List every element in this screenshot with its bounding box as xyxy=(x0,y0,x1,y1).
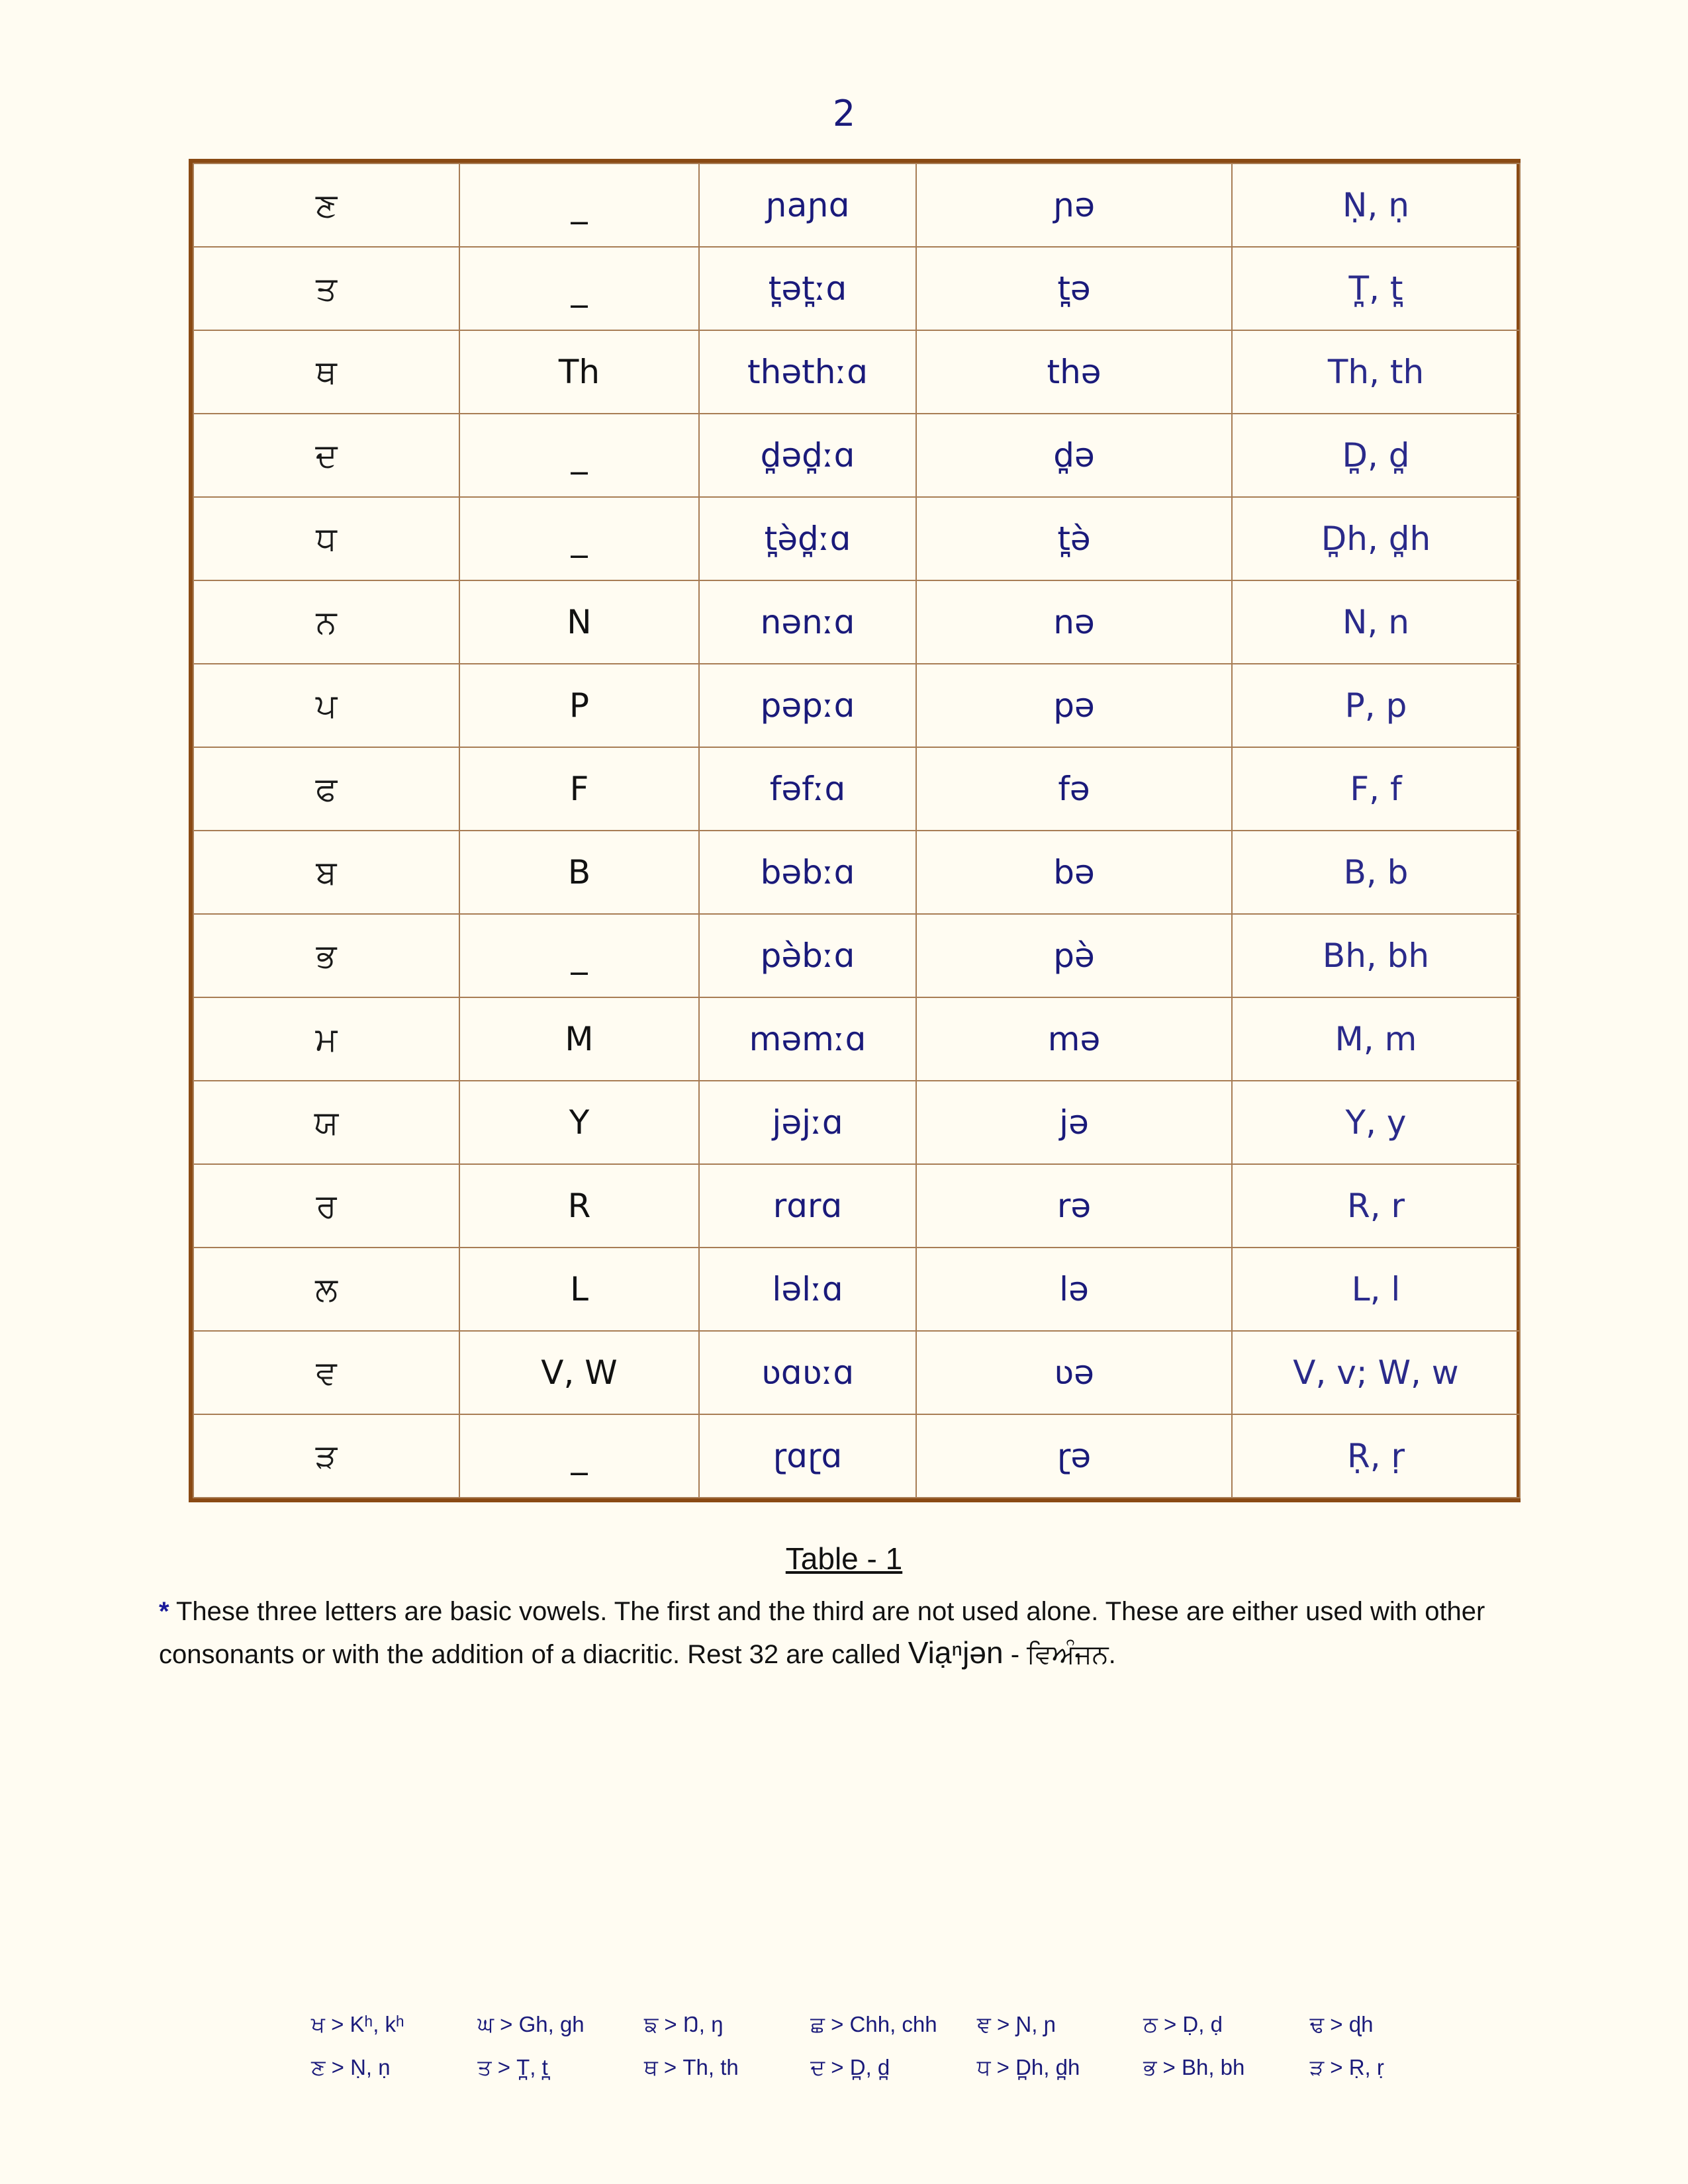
ipa-name-cell: t̪ət̪ːɑ xyxy=(699,247,916,330)
footer-legend-item: ਛ > Chh, chh xyxy=(810,2012,937,2036)
table-row xyxy=(193,1414,1520,1498)
gurmukhi-letter-cell: ਪ xyxy=(193,664,459,747)
english-equivalent-cell: R xyxy=(459,1164,699,1248)
romanization-cell: V, v; W, w xyxy=(1232,1331,1520,1414)
ipa-name-cell: ʋɑʋːɑ xyxy=(699,1331,916,1414)
table-row xyxy=(193,247,1520,330)
ipa-name-cell: ɽɑɽɑ xyxy=(699,1414,916,1498)
ipa-sound-cell: lə xyxy=(916,1248,1232,1331)
footer-legend-item: ਘ > Gh, gh xyxy=(477,2012,585,2036)
gurmukhi-letter-cell: ਵ xyxy=(193,1331,459,1414)
ipa-sound-cell: ɽə xyxy=(916,1414,1232,1498)
gurmukhi-letter-cell: ਭ xyxy=(193,914,459,997)
english-equivalent-cell: B xyxy=(459,831,699,914)
gurmukhi-letter-cell: ੜ xyxy=(193,1414,459,1498)
ipa-name-cell: pəpːɑ xyxy=(699,664,916,747)
footer-legend-item: ਧ > D̪h, d̪h xyxy=(976,2055,1080,2079)
gurmukhi-letter-cell: ਧ xyxy=(193,497,459,580)
romanization-cell: N, n xyxy=(1232,580,1520,664)
ipa-sound-cell: mə xyxy=(916,997,1232,1081)
footer-legend-item: ਖ > Kʰ, kʰ xyxy=(311,2012,404,2036)
table-row xyxy=(193,1248,1520,1331)
ipa-sound-cell: nə xyxy=(916,580,1232,664)
table-row xyxy=(193,580,1520,664)
gurmukhi-letter-cell: ਣ xyxy=(193,163,459,247)
english-equivalent-cell: N xyxy=(459,580,699,664)
table-row xyxy=(193,997,1520,1081)
ipa-name-cell: fəfːɑ xyxy=(699,747,916,831)
page-number: 2 xyxy=(832,93,856,134)
footer-legend-item: ੜ > Ṛ, ṛ xyxy=(1309,2055,1384,2079)
ipa-sound-cell: ɲə xyxy=(916,163,1232,247)
footnote-star: * xyxy=(159,1597,169,1626)
gurmukhi-letter-cell: ਤ xyxy=(193,247,459,330)
ipa-name-cell: d̪əd̪ːɑ xyxy=(699,414,916,497)
romanization-cell: T̪, t̪ xyxy=(1232,247,1520,330)
romanization-cell: D̪h, d̪h xyxy=(1232,497,1520,580)
footer-legend-item: ਢ > ɖh xyxy=(1309,2012,1374,2036)
english-equivalent-cell: _ xyxy=(459,497,699,580)
footer-legend-item: ਥ > Th, th xyxy=(643,2055,739,2079)
table-row xyxy=(193,1164,1520,1248)
footer-legend-item: ਙ > Ŋ, ŋ xyxy=(643,2012,724,2036)
ipa-sound-cell: fə xyxy=(916,747,1232,831)
footer-letter-legend xyxy=(311,2012,1476,2081)
ipa-sound-cell: pə̀ xyxy=(916,914,1232,997)
table-row xyxy=(193,831,1520,914)
romanization-cell: M, m xyxy=(1232,997,1520,1081)
table-row xyxy=(193,1331,1520,1414)
table-row xyxy=(193,664,1520,747)
ipa-sound-cell: pə xyxy=(916,664,1232,747)
english-equivalent-cell: L xyxy=(459,1248,699,1331)
ipa-name-cell: ɲaɲɑ xyxy=(699,163,916,247)
table-row xyxy=(193,163,1520,247)
ipa-name-cell: məmːɑ xyxy=(699,997,916,1081)
english-equivalent-cell: P xyxy=(459,664,699,747)
gurmukhi-letter-cell: ਬ xyxy=(193,831,459,914)
table-row xyxy=(193,747,1520,831)
romanization-cell: Ṛ, ṛ xyxy=(1232,1414,1520,1498)
romanization-cell: B, b xyxy=(1232,831,1520,914)
table-row xyxy=(193,1081,1520,1164)
ipa-sound-cell: t̪ə̀ xyxy=(916,497,1232,580)
ipa-name-cell: t̪ə̀d̪ːɑ xyxy=(699,497,916,580)
romanization-cell: Th, th xyxy=(1232,330,1520,414)
english-equivalent-cell: Th xyxy=(459,330,699,414)
footnote xyxy=(159,1591,1536,1675)
table-row xyxy=(193,497,1520,580)
english-equivalent-cell: _ xyxy=(459,914,699,997)
table-row xyxy=(193,330,1520,414)
footnote-suffix: - ਵਿਅੰਜਨ. xyxy=(1003,1640,1116,1669)
ipa-name-cell: pə̀bːɑ xyxy=(699,914,916,997)
ipa-name-cell: thəthːɑ xyxy=(699,330,916,414)
gurmukhi-letter-cell: ਫ xyxy=(193,747,459,831)
gurmukhi-letter-cell: ਮ xyxy=(193,997,459,1081)
romanization-cell: R, r xyxy=(1232,1164,1520,1248)
english-equivalent-cell: V, W xyxy=(459,1331,699,1414)
ipa-sound-cell: t̪ə xyxy=(916,247,1232,330)
gurmukhi-letter-cell: ਦ xyxy=(193,414,459,497)
gurmukhi-letter-cell: ਲ xyxy=(193,1248,459,1331)
romanization-cell: L, l xyxy=(1232,1248,1520,1331)
romanization-cell: D̪, d̪ xyxy=(1232,414,1520,497)
english-equivalent-cell: _ xyxy=(459,247,699,330)
ipa-sound-cell: d̪ə xyxy=(916,414,1232,497)
ipa-name-cell: rɑrɑ xyxy=(699,1164,916,1248)
table-row xyxy=(193,414,1520,497)
gurmukhi-letter-cell: ਨ xyxy=(193,580,459,664)
gurmukhi-letter-cell: ਯ xyxy=(193,1081,459,1164)
english-equivalent-cell: _ xyxy=(459,414,699,497)
romanization-cell: F, f xyxy=(1232,747,1520,831)
ipa-sound-cell: rə xyxy=(916,1164,1232,1248)
romanization-cell: Bh, bh xyxy=(1232,914,1520,997)
ipa-name-cell: nənːɑ xyxy=(699,580,916,664)
table-body xyxy=(193,163,1520,1498)
footer-legend-item: ਦ > D̪, d̪ xyxy=(810,2055,890,2079)
footnote-text: These three letters are basic vowels. The first and the third are not used alone. These are either used with other consonants or with the addition of a diacritic. Rest 32 are called xyxy=(159,1597,1485,1669)
english-equivalent-cell: M xyxy=(459,997,699,1081)
table-caption: Table - 1 xyxy=(785,1541,903,1576)
english-equivalent-cell: F xyxy=(459,747,699,831)
footer-legend-item: ਞ > Ɲ, ɲ xyxy=(976,2012,1056,2036)
romanization-cell: Y, y xyxy=(1232,1081,1520,1164)
footer-legend-item: ਣ > Ṇ, ṇ xyxy=(311,2055,391,2079)
gurmukhi-letter-cell: ਰ xyxy=(193,1164,459,1248)
table-row xyxy=(193,914,1520,997)
footer-legend-item: ਤ > T̪, t̪ xyxy=(477,2055,548,2079)
ipa-sound-cell: thə xyxy=(916,330,1232,414)
romanization-cell: P, p xyxy=(1232,664,1520,747)
english-equivalent-cell: _ xyxy=(459,1414,699,1498)
gurmukhi-letter-cell: ਥ xyxy=(193,330,459,414)
romanization-cell: Ṇ, ṇ xyxy=(1232,163,1520,247)
footer-legend-item: ਠ > Ḍ, ḍ xyxy=(1143,2012,1223,2036)
ipa-name-cell: ləlːɑ xyxy=(699,1248,916,1331)
footer-legend-item: ਭ > Bh, bh xyxy=(1143,2055,1245,2079)
ipa-sound-cell: jə xyxy=(916,1081,1232,1164)
ipa-sound-cell: ʋə xyxy=(916,1331,1232,1414)
english-equivalent-cell: _ xyxy=(459,163,699,247)
ipa-name-cell: bəbːɑ xyxy=(699,831,916,914)
footnote-term: Viạⁿjən xyxy=(908,1635,1004,1670)
letters-table xyxy=(189,159,1521,1502)
ipa-name-cell: jəjːɑ xyxy=(699,1081,916,1164)
ipa-sound-cell: bə xyxy=(916,831,1232,914)
english-equivalent-cell: Y xyxy=(459,1081,699,1164)
